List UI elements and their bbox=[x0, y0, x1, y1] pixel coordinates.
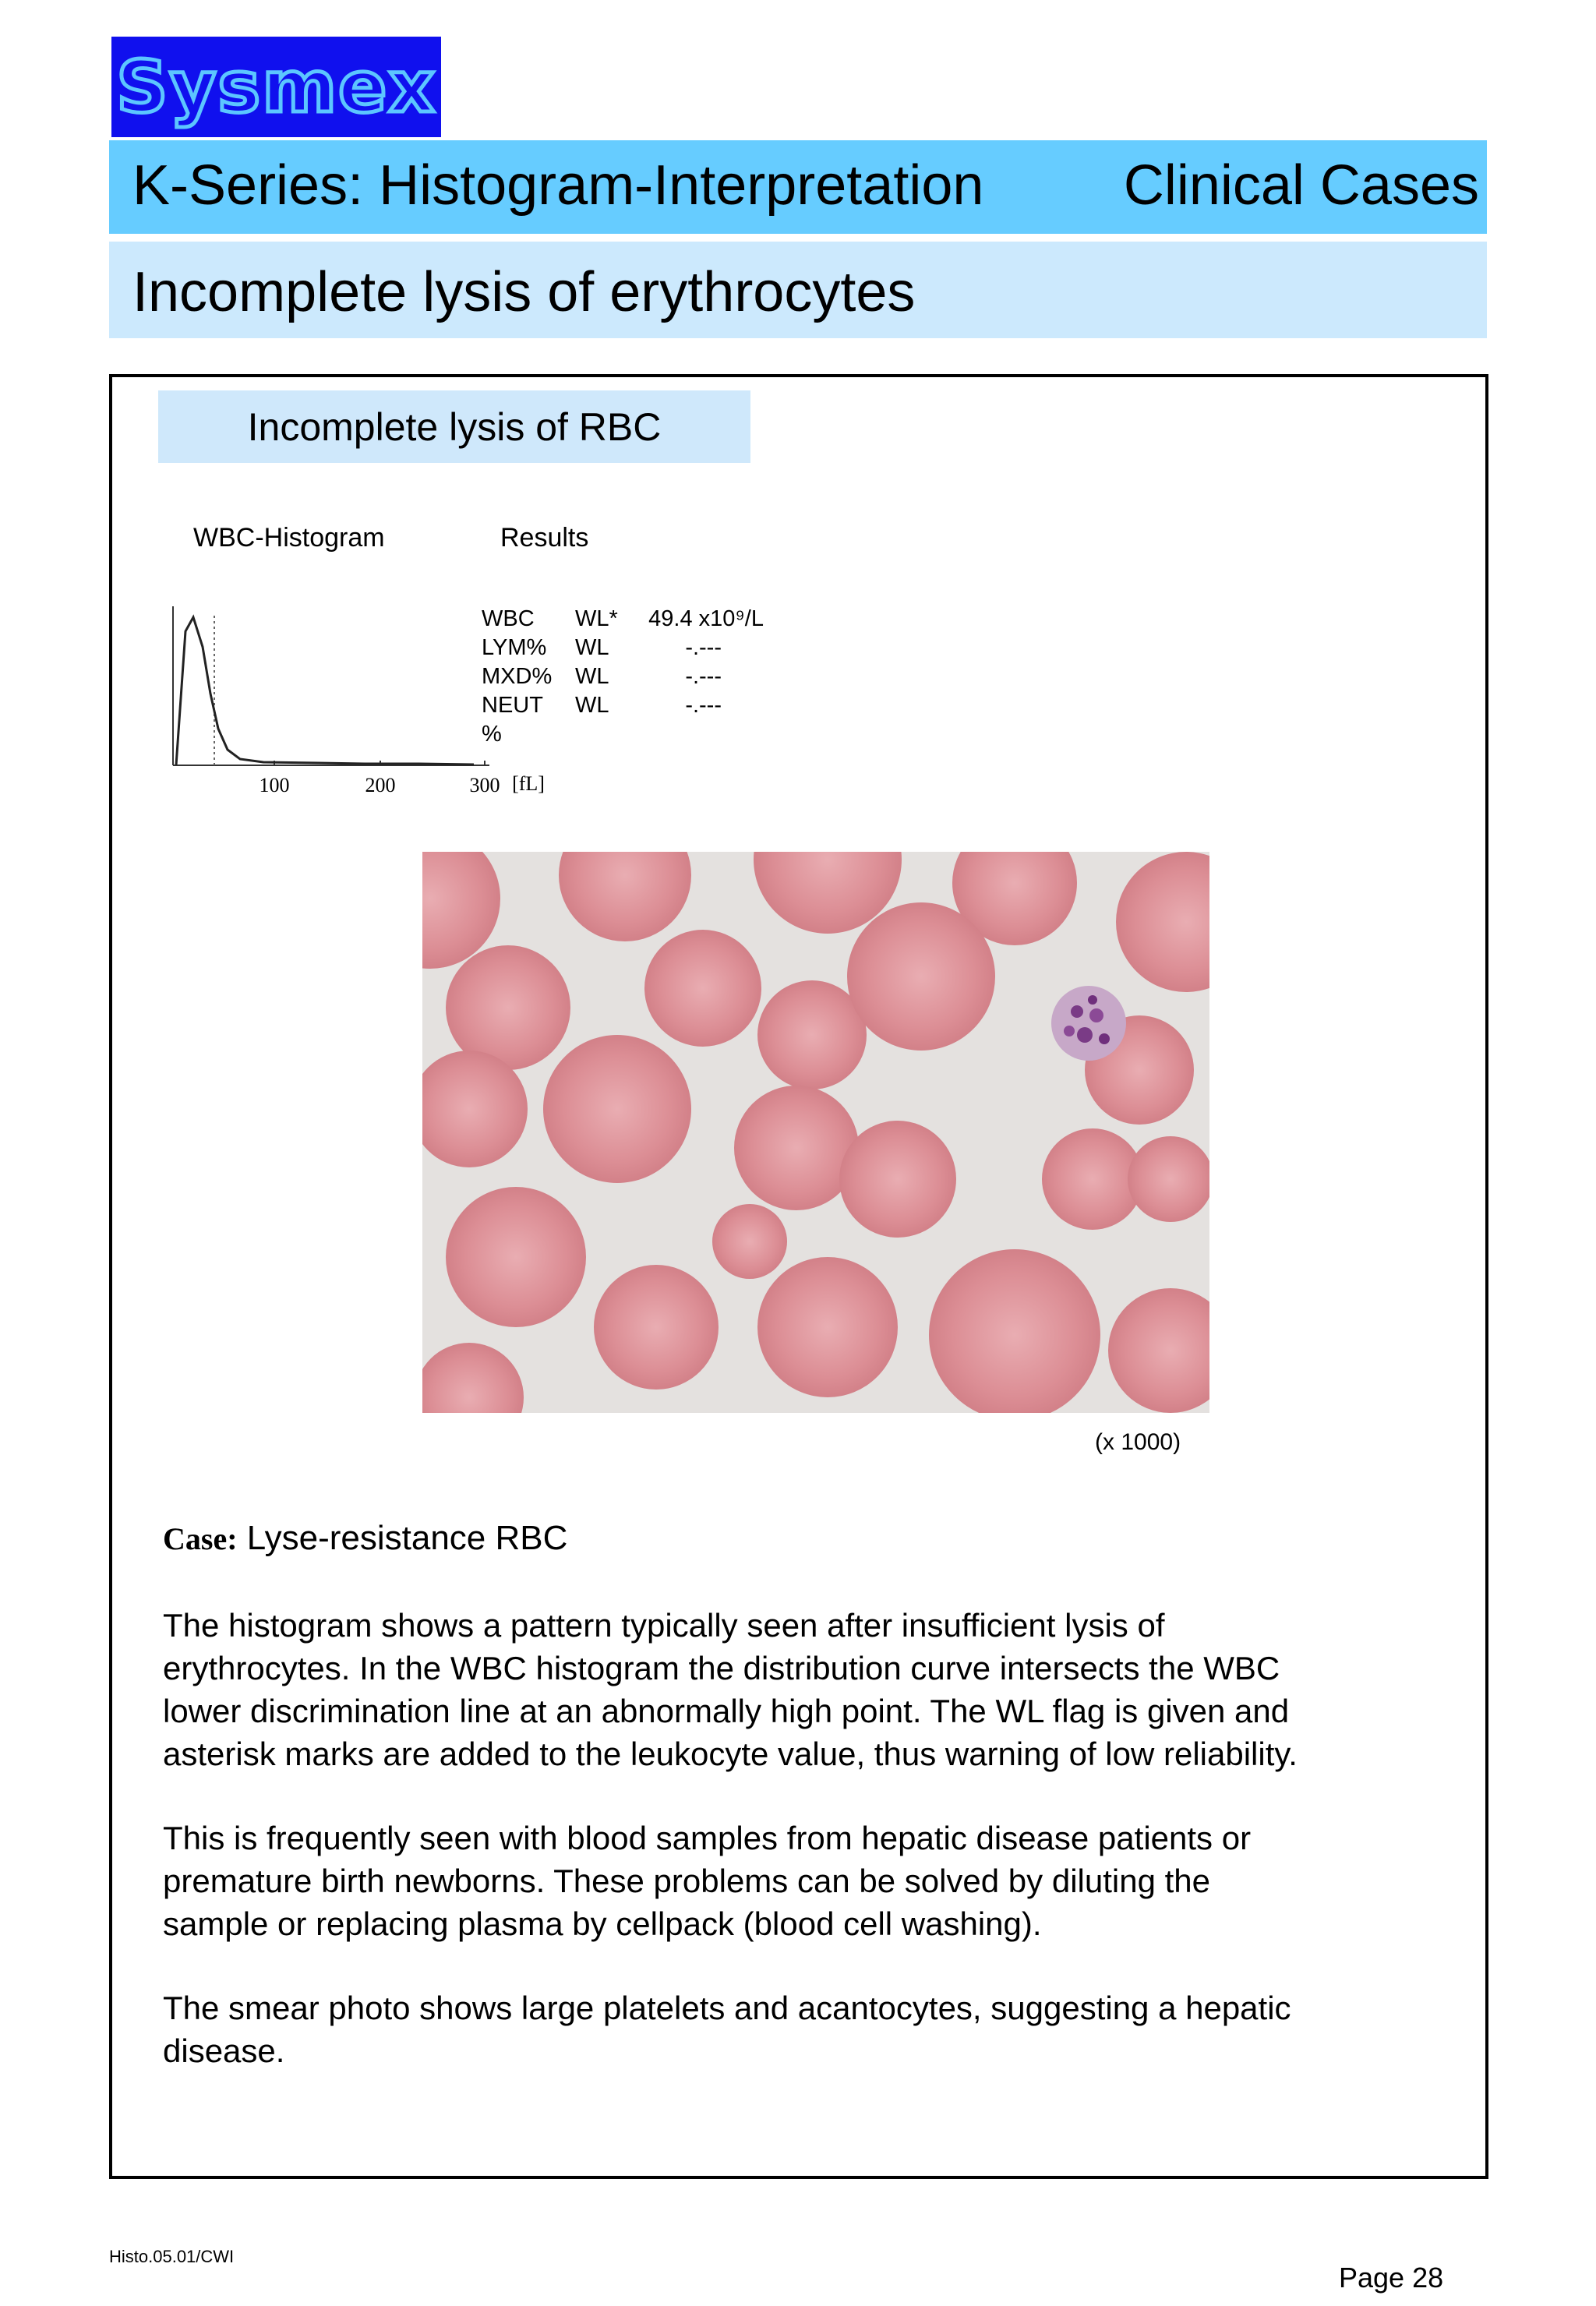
logo-text: Sysmex bbox=[116, 44, 436, 129]
case-heading bbox=[163, 1521, 567, 1556]
histogram-tick-200: 200 bbox=[365, 774, 396, 796]
result-flag: WL bbox=[575, 664, 609, 689]
paragraph-line: premature birth newborns. These problems can be solved by diluting the bbox=[163, 1863, 1210, 1899]
histogram-tick-100: 100 bbox=[259, 774, 290, 796]
result-value: -.--- bbox=[685, 693, 722, 718]
document-id: Histo.05.01/CWI bbox=[109, 2247, 235, 2266]
paragraph-line: asterisk marks are added to the leukocyte value, thus warning of low reliability. bbox=[163, 1736, 1298, 1772]
leukocyte bbox=[1051, 986, 1126, 1061]
panel-heading: Incomplete lysis of RBC bbox=[158, 390, 750, 463]
case-text: Lyse-resistance RBC bbox=[246, 1519, 568, 1557]
result-flag: WL bbox=[575, 693, 609, 718]
case-paragraph-3 bbox=[163, 1986, 1457, 2072]
results-label: Results bbox=[500, 523, 589, 553]
histogram-curve bbox=[176, 617, 474, 765]
paragraph-line: The smear photo shows large platelets and acantocytes, suggesting a hepatic bbox=[163, 1990, 1291, 2026]
results-value-column bbox=[639, 605, 764, 720]
result-param: NEUT bbox=[482, 693, 543, 718]
smear-illustration bbox=[422, 852, 1209, 1413]
subtitle-bar bbox=[109, 242, 1487, 338]
title-bar bbox=[109, 140, 1487, 234]
histogram-unit: [fL] bbox=[512, 772, 545, 795]
result-param: WBC bbox=[482, 606, 535, 631]
histogram-tick-300: 300 bbox=[469, 774, 500, 796]
paragraph-line: sample or replacing plasma by cellpack (blood cell washing). bbox=[163, 1905, 1042, 1942]
case-paragraph-1 bbox=[163, 1604, 1457, 1775]
result-value: -.--- bbox=[685, 664, 722, 689]
result-flag: WL bbox=[575, 635, 609, 660]
page-title: K-Series: Histogram-Interpretation bbox=[132, 154, 984, 217]
result-value: 49.4 x10⁹/L bbox=[648, 606, 764, 631]
paragraph-line: erythrocytes. In the WBC histogram the distribution curve intersects the WBC bbox=[163, 1650, 1280, 1686]
results-flag-column bbox=[575, 605, 618, 720]
histogram-axes bbox=[173, 606, 489, 765]
sysmex-logo bbox=[111, 37, 441, 137]
blood-smear-photo bbox=[422, 852, 1209, 1413]
paragraph-line: The histogram shows a pattern typically seen after insufficient lysis of bbox=[163, 1607, 1165, 1644]
result-param: LYM% bbox=[482, 635, 547, 660]
results-param-column bbox=[482, 605, 552, 749]
paragraph-line: disease. bbox=[163, 2032, 285, 2069]
result-flag: WL* bbox=[575, 606, 618, 631]
paragraph-line: This is frequently seen with blood samples from hepatic disease patients or bbox=[163, 1820, 1252, 1856]
case-paragraph-2 bbox=[163, 1817, 1457, 1945]
case-label: Case: bbox=[163, 1521, 238, 1556]
magnification-caption: (x 1000) bbox=[1095, 1429, 1181, 1455]
page-subtitle: Incomplete lysis of erythrocytes bbox=[132, 261, 916, 323]
result-value: -.--- bbox=[685, 635, 722, 660]
histogram-label: WBC-Histogram bbox=[193, 523, 385, 553]
page-number: Page 28 bbox=[1339, 2262, 1444, 2294]
result-param: MXD% bbox=[482, 664, 553, 689]
section-title: Clinical Cases bbox=[1123, 154, 1479, 217]
result-param: % bbox=[482, 722, 502, 747]
paragraph-line: lower discrimination line at an abnormally high point. The WL flag is given and bbox=[163, 1693, 1290, 1729]
